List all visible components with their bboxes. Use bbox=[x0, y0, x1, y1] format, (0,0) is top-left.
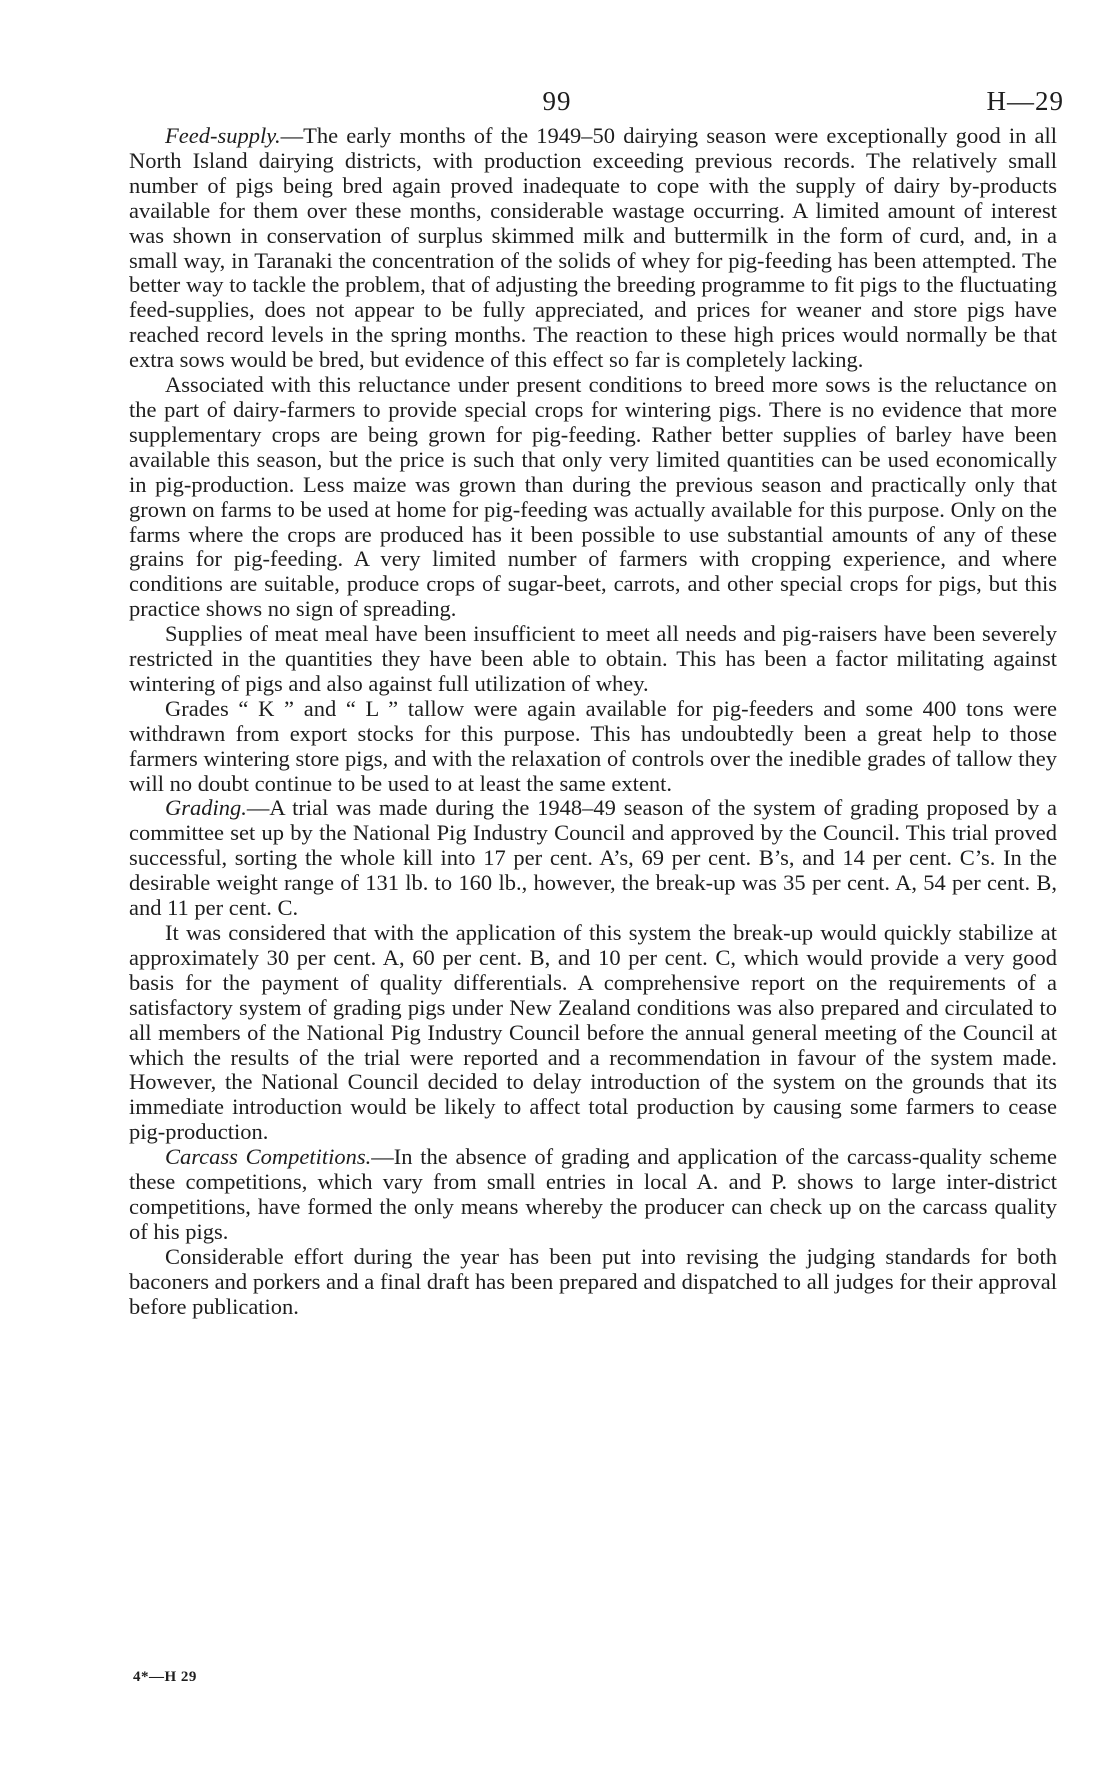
paragraph-text: Supplies of meat meal have been insufficient to meet all needs and pig-raisers have been severely restricted in the quantities they have been able to obtain. This has been a factor militating against wintering of pigs and also against full utilization of whey. bbox=[129, 621, 1057, 696]
paragraph-feed-supply bbox=[129, 124, 1057, 373]
printer-signature: 4*—H 29 bbox=[133, 1669, 197, 1685]
body-text bbox=[129, 124, 1057, 1320]
document-reference: H—29 bbox=[986, 86, 1064, 116]
paragraph-text: Associated with this reluctance under present conditions to breed more sows is the reluctance on the part of dairy-farmers to provide special crops for wintering pigs. There is no evidence that more supplementary crops are being grown for pig-feeding. Rather better supplies of barley have been available this season, but the price is such that only very limited quantities can be used economically in pig-production. Less maize was grown than during the previous season and practically only that grown on farms to be used at home for pig-feeding was actually available for this purpose. Only on the farms where the crops are produced has it been possible to use substantial amounts of any of these grains for pig-feeding. A very limited number of farmers with cropping experience, and where conditions are suitable, produce crops of sugar-beet, carrots, and other special crops for pigs, but this practice shows no sign of spreading. bbox=[129, 372, 1057, 622]
paragraph-text: —A trial was made during the 1948–49 season of the system of grading proposed by a committee set up by the National Pig Industry Council and approved by the Council. This trial proved successful, sorting the whole kill into 17 per cent. A’s, 69 per cent. B’s, and 14 per cent. C’s. In the desirable weight range of 131 lb. to 160 lb., however, the break-up was 35 per cent. A, 54 per cent. B, and 11 per cent. C. bbox=[129, 795, 1057, 921]
section-heading-carcass-competitions: Carcass Competitions. bbox=[165, 1144, 372, 1170]
paragraph-text: —The early months of the 1949–50 dairying season were exceptionally good in all North Island dairying districts, with production exceeding previous records. The relatively small number of pigs being bred again proved inadequate to cope with the supply of dairy by-products available for them over these months, considerable wastage occurring. A limited amount of interest was shown in conservation of surplus skimmed milk and buttermilk in the form of curd, and, in a small way, in Taranaki the concentration of the solids of whey for pig-feeding has been attempted. The better way to tackle the problem, that of adjusting the breeding programme to fit pigs to the fluctuating feed-supplies, does not appear to be fully appreciated, and prices for weaner and store pigs have reached record levels in the spring months. The reaction to these high prices would normally be that extra sows would be bred, but evidence of this effect so far is completely lacking. bbox=[129, 123, 1057, 373]
paragraph-carcass-competitions bbox=[129, 1145, 1057, 1245]
paragraph-text: —In the absence of grading and application of the carcass-quality scheme these competitions, which vary from small entries in local A. and P. shows to large inter-district competitions, have formed the only means whereby the producer can check up on the carcass quality of his pigs. bbox=[129, 1144, 1057, 1244]
paragraph-meat-meal bbox=[129, 622, 1057, 697]
paragraph-grading bbox=[129, 796, 1057, 921]
paragraph-text: It was considered that with the application of this system the break-up would quickly stabilize at approximately 30 per cent. A, 60 per cent. B, and 10 per cent. C, which would provide a very good basis for the payment of quality differentials. A comprehensive report on the requirements of a satisfactory system of grading pigs under New Zealand conditions was also prepared and circulated to all members of the National Pig Industry Council before the annual general meeting of the Council at which the results of the trial were reported and a recommendation in favour of the system made. However, the National Council decided to delay introduction of the system on the grounds that its immediate introduction would be likely to affect total production by causing some farmers to cease pig-production. bbox=[129, 920, 1057, 1145]
paragraph-grading-system bbox=[129, 921, 1057, 1145]
paragraph-text: Considerable effort during the year has been put into revising the judging standards for both baconers and porkers and a final draft has been prepared and dispatched to all judges for their approval before publication. bbox=[129, 1243, 1057, 1319]
section-heading-feed-supply: Feed-supply. bbox=[165, 123, 281, 148]
paragraph-text: Grades “ K ” and “ L ” tallow were again available for pig-feeders and some 400 tons were withdrawn from export stocks for this purpose. This has undoubtedly been a great help to those farmers wintering store pigs, and with the relaxation of controls over the inedible grades of tallow they will no doubt continue to be used to at least the same extent. bbox=[129, 695, 1057, 796]
section-heading-grading: Grading. bbox=[165, 795, 247, 821]
paragraph-tallow bbox=[129, 697, 1057, 797]
paragraph-crops bbox=[129, 373, 1057, 622]
paragraph-judging-standards bbox=[129, 1245, 1057, 1320]
page-number: 99 bbox=[542, 86, 572, 116]
